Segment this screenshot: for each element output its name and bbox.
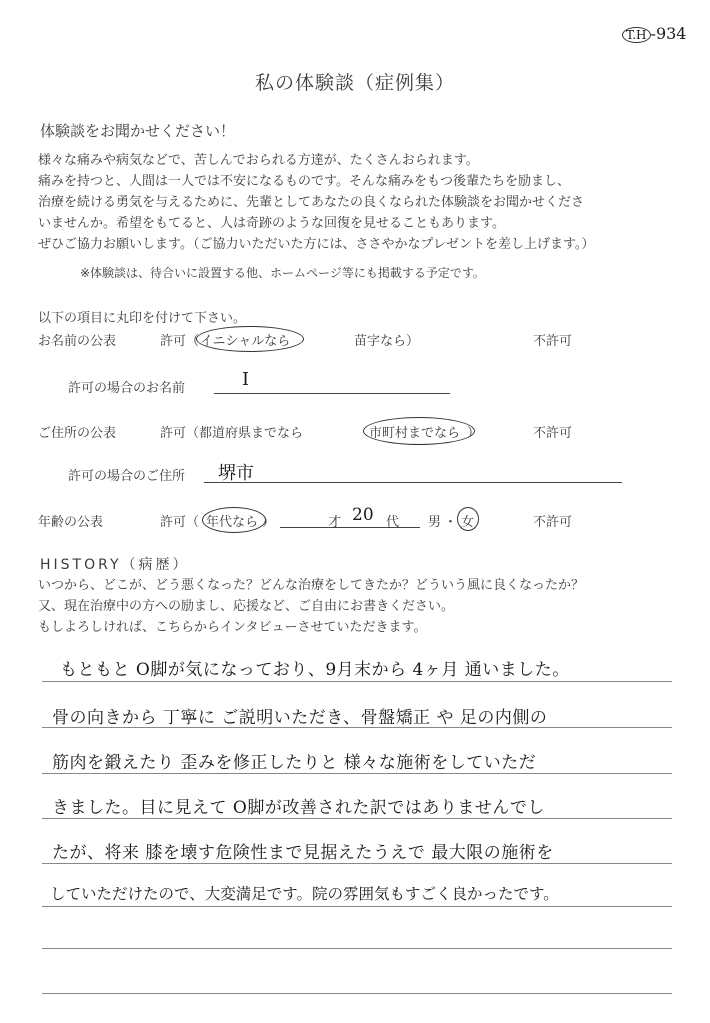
age-permit-label: 許可（	[160, 515, 200, 530]
instruction-text: 以下の項目に丸印を付けて下さい。	[38, 311, 247, 326]
history-line: もしよろしければ、こちらからインタビューさせていただきます。	[38, 620, 427, 635]
age-disclosure-label: 年齢の公表	[38, 515, 104, 530]
history-instructions	[38, 575, 584, 638]
story-line: 筋肉を鍛えたり 歪みを修正したりと 様々な施術をしていただ	[52, 753, 537, 773]
name-field-line	[214, 371, 450, 394]
age-option-decade[interactable]	[206, 511, 258, 530]
intro-line: ぜひご協力お願いします。（ご協力いただいた方には、ささやかなプレゼントを差し上げます。）	[38, 237, 595, 252]
address-close-paren: ）	[467, 426, 481, 441]
intro-line: 痛みを持つと、人間は一人では不安になるものです。そんな痛みをもつ後輩たちを励まし、	[38, 174, 570, 189]
gender-female-option[interactable]	[461, 511, 474, 530]
history-line: いつから、どこが、どう悪くなった？どんな治療をしてきたか？どういう風に良くなったか？	[38, 578, 585, 593]
address-permit-label: 許可（都道府県までなら	[160, 426, 304, 441]
intro-line: 様々な痛みや病気などで、苦しんでおられる方達が、たくさんおられます。	[38, 153, 479, 168]
ruled-line	[42, 993, 672, 994]
option-initial-label: イニシャルなら	[200, 334, 291, 349]
circled-initials: T.H	[622, 27, 651, 43]
gender-separator: ・	[444, 515, 458, 530]
address-field-label: 許可の場合のご住所	[68, 469, 186, 484]
request-heading: 体験談をお聞かせください！	[40, 122, 236, 140]
ruled-line	[42, 727, 672, 728]
ruled-line	[42, 773, 672, 774]
ruled-line	[42, 906, 672, 907]
selection-circle	[457, 507, 479, 531]
story-line: 骨の向きから 丁寧に ご説明いただき、骨盤矯正 や 足の内側の	[52, 708, 548, 728]
name-field-label: 許可の場合のお名前	[68, 381, 186, 396]
option-city-label: 市町村までなら	[369, 426, 461, 441]
ruled-line	[42, 681, 672, 682]
age-close-paren: ）	[262, 515, 276, 530]
story-line: もともと O脚が気になっており、9月末から 4ヶ月 通いました。	[60, 660, 570, 680]
female-label: 女	[461, 515, 475, 530]
age-value[interactable]: 20	[352, 505, 374, 525]
story-line: たが、将来 膝を壊す危険性まで見据えたうえで 最大限の施術を	[52, 843, 554, 863]
publication-note: ※体験談は、待合いに設置する他、ホームページ等にも掲載する予定です。	[80, 266, 485, 280]
ruled-line	[42, 818, 672, 819]
reference-suffix: -934	[650, 24, 687, 43]
selection-circle	[363, 417, 475, 445]
address-option-city[interactable]	[369, 422, 460, 441]
story-line: していただけたので、大変満足です。院の雰囲気もすごく良かったです。	[50, 885, 559, 903]
address-field-value[interactable]: 堺市	[218, 463, 254, 484]
address-disclosure-label: ご住所の公表	[38, 426, 117, 441]
intro-line: 治療を続ける勇気を与えるために、先輩としてあなたの良くなられた体験談をお聞かせくださ	[38, 195, 585, 210]
ruled-line	[42, 863, 672, 864]
selection-circle	[202, 507, 266, 533]
name-option-initial[interactable]	[200, 330, 290, 349]
address-field-line	[204, 460, 622, 483]
age-unit: 才	[328, 515, 342, 530]
gender-male-option[interactable]: 男	[428, 515, 442, 530]
page-title: 私の体験談（症例集）	[254, 72, 455, 94]
name-deny-option[interactable]: 不許可	[533, 334, 573, 349]
age-deny-option[interactable]: 不許可	[533, 515, 573, 530]
name-option-surname[interactable]: 苗字なら）	[354, 334, 420, 349]
name-field-value[interactable]: I	[242, 369, 250, 390]
option-decade-label: 年代なら	[206, 515, 259, 530]
name-permit-label: 許可（	[160, 334, 200, 349]
address-deny-option[interactable]: 不許可	[533, 426, 573, 441]
name-disclosure-label: お名前の公表	[38, 334, 117, 349]
history-heading: HISTORY（病歴）	[40, 557, 190, 573]
intro-text	[38, 150, 594, 255]
reference-number	[622, 24, 686, 43]
history-line: 又、現在治療中の方への励まし、応援など、ご自由にお書きください。	[38, 599, 455, 614]
decade-unit: 代	[386, 515, 400, 530]
intro-line: いませんか。希望をもてると、人は奇跡のような回復を見せることもあります。	[38, 216, 505, 231]
selection-circle	[196, 326, 304, 352]
ruled-line	[42, 948, 672, 949]
story-line: きました。目に見えて O脚が改善された訳ではありませんでし	[52, 798, 545, 818]
